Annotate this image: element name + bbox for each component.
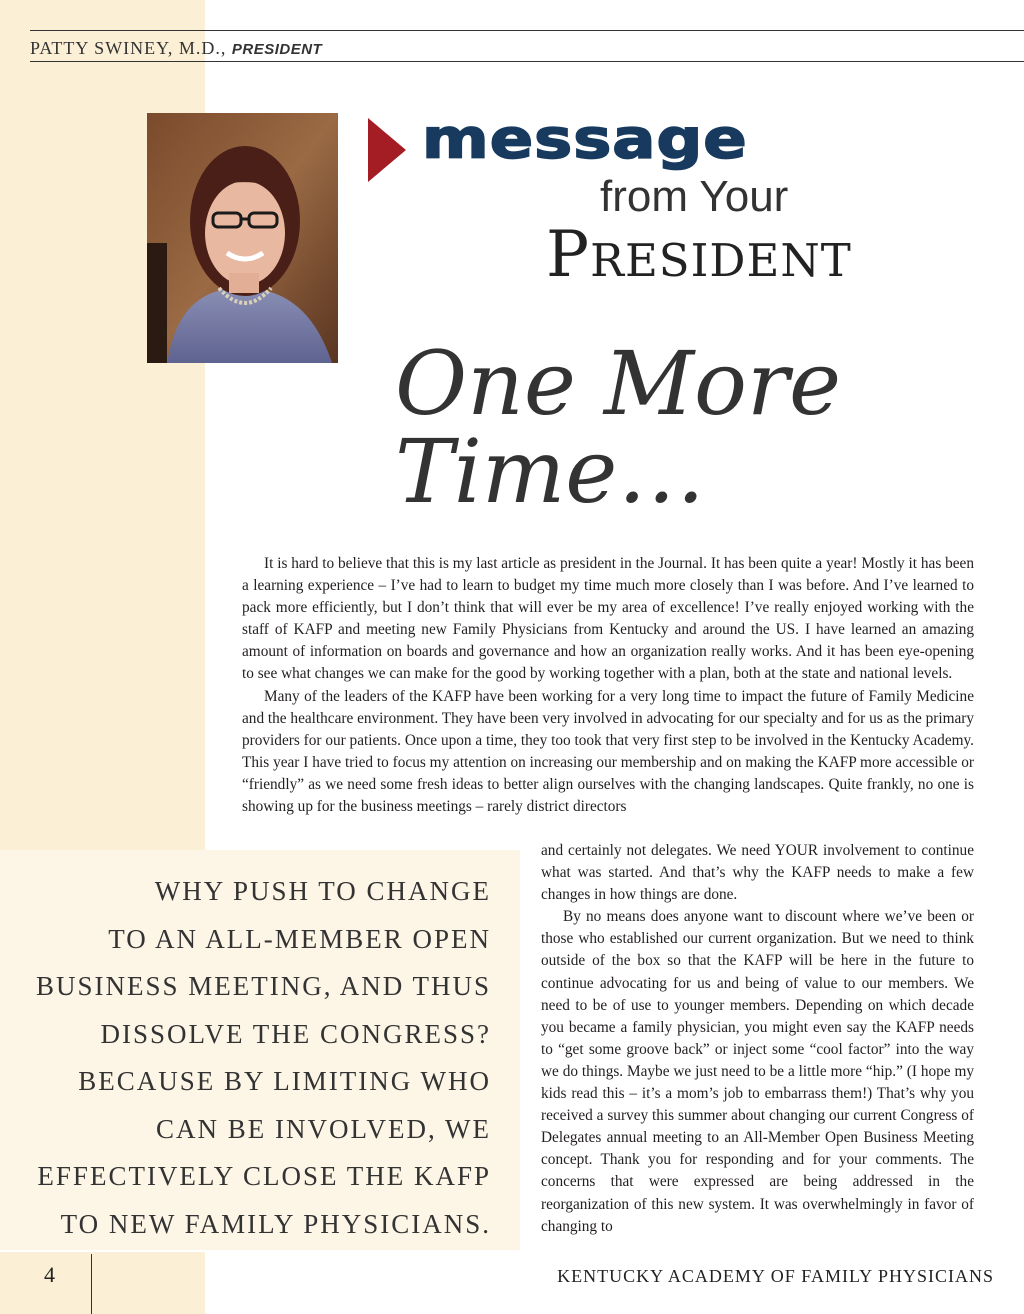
paragraph-1: It is hard to believe that this is my last article as president in the Journal. It has been quite a year! Mostly it has been a learning experience – I’ve had to learn to budget my time much more closely than I was before. And I’ve learned to pack more efficiently, but I don’t think that will ever be my area of excellence! I’ve really enjoyed working with the staff of KAFP and meeting new Family Physicians from Kentucky and around the US. I have learned an amazing amount of information on boards and governance and how an organization really works. And it has been eye-opening to see what changes we can make for the good by working together with a plan, both at the state and national levels. [242, 555, 974, 683]
page-number: 4 [44, 1262, 55, 1287]
header-bottom-rule [30, 61, 1024, 62]
pull-quote-line: EFFECTIVELY CLOSE THE KAFP [37, 1161, 491, 1191]
footer-organization: KENTUCKY ACADEMY OF FAMILY PHYSICIANS [557, 1266, 994, 1286]
footer-divider [91, 1254, 92, 1314]
article-body-right-column [541, 840, 974, 1238]
pull-quote-line: WHY PUSH TO CHANGE [154, 876, 491, 906]
headline-line-2: Time… [395, 420, 706, 523]
paragraph-2: Many of the leaders of the KAFP have been working for a very long time to impact the future of Family Medicine and the healthcare environment. They have been very involved in advocating for our specialty and for us as the primary providers for our patients. Once upon a time, they too took that very first step to be involved in the Kentucky Academy. This year I have tried to focus my attention on increasing our membership and on making the KAFP more accessible or “friendly” as we need some fresh ideas to better align ourselves with the changing landscapes. Quite frankly, no one is showing up for the business meetings – rarely district directors [242, 687, 975, 816]
running-header [30, 38, 322, 59]
masthead-message: message [422, 108, 748, 171]
pull-quote [31, 868, 491, 1248]
article-body-top [242, 553, 974, 818]
footer-band [0, 1252, 205, 1314]
pull-quote-line: BECAUSE BY LIMITING WHO [78, 1066, 491, 1096]
president-photo [147, 113, 338, 363]
pull-quote-line: DISSOLVE THE CONGRESS? [100, 1018, 491, 1049]
pull-quote-line: CAN BE INVOLVED, WE [156, 1113, 491, 1144]
pull-quote-line: TO NEW FAMILY PHYSICIANS. [60, 1208, 491, 1239]
author-title: PRESIDENT [231, 41, 323, 58]
masthead-president: President [546, 218, 852, 292]
headline-line-1: One More [395, 332, 842, 435]
header-top-rule [30, 30, 1024, 31]
red-arrow-icon [368, 118, 406, 182]
paragraph-2-continued: and certainly not delegates. We need YOUR involvement to continue what was started. And that’s why the KAFP needs to make a few changes in how things are done. [541, 842, 974, 904]
masthead-from-your: from Your [600, 172, 789, 221]
pull-quote-line: BUSINESS MEETING, AND THUS [35, 971, 491, 1001]
pull-quote-line: TO AN ALL-MEMBER OPEN [108, 923, 491, 954]
paragraph-3: By no means does anyone want to discount where we’ve been or those who established our current organization. But we need to think outside of the box so that the KAFP will be here in the future to continue advocating for us and being of value to our members. We need to be of use to younger members. Depending on which decade you became a family physician, you might even say the KAFP needs to “get some groove back” or inject some “cool factor” into the way we do things. Maybe we just need to be a little more “hip.” (I hope my kids read this – it’s a mom’s job to embarrass them!) That’s why you received a survey this summer about changing our current Congress of Delegates annual meeting to an All-Member Open Business Meeting concept. Thank you for responding and for your comments. The concerns that were expressed are being addressed in the reorganization of this new system. It was overwhelmingly in favor of changing to [541, 908, 974, 1235]
author-name: PATTY SWINEY, M.D., [30, 38, 227, 58]
